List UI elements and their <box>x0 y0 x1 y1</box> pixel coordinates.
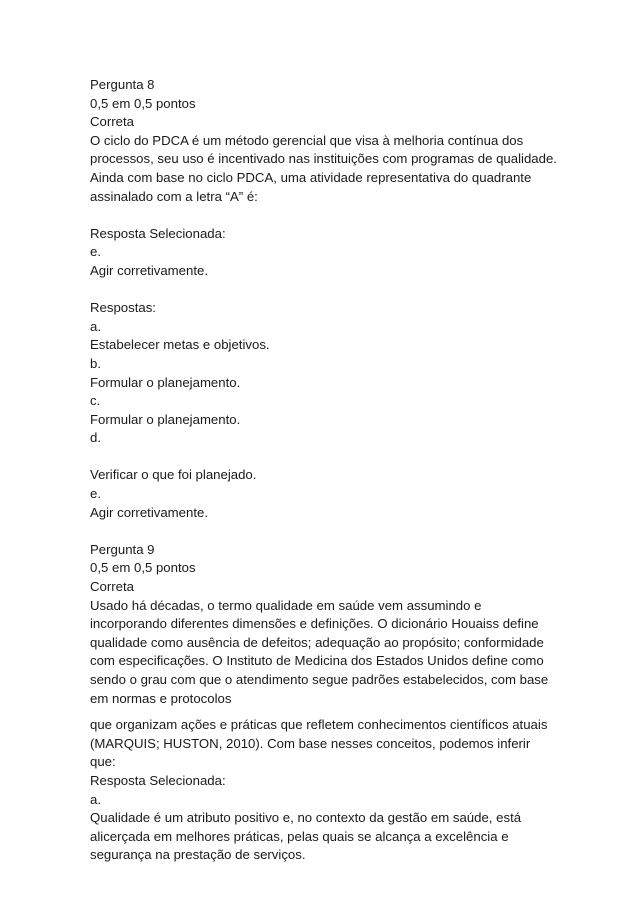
answer-letter: b. <box>90 355 101 371</box>
answer-letter: e. <box>90 486 101 502</box>
selected-answer-text: Agir corretivamente. <box>90 262 208 278</box>
answer-text: Verificar o que foi planejado. <box>90 467 257 483</box>
selected-answer-letter: a. <box>90 791 101 807</box>
selected-answer-label: Resposta Selecionada: <box>90 772 226 788</box>
question-9-text-line: (MARQUIS; HUSTON, 2010). Com base nesses conceitos, podemos inferir <box>90 735 531 751</box>
answers-label: Respostas: <box>90 300 156 316</box>
question-9-text-line: sendo o grau com que o atendimento segue padrões estabelecidos, com base <box>90 672 549 687</box>
answer-text: Formular o planejamento. <box>90 374 241 390</box>
answer-letter: c. <box>90 393 101 409</box>
answer-letter: d. <box>90 430 101 446</box>
spacer <box>90 281 560 300</box>
question-8-text-line: assinalado com a letra “A” é: <box>90 188 258 204</box>
question-9-title: Pergunta 9 <box>90 541 155 557</box>
spacer <box>90 206 560 225</box>
selected-answer-text-line: alicerçada em melhores práticas, pelas quais se alcança a excelência e <box>90 828 509 844</box>
question-8-text-line: O ciclo do PDCA é um método gerencial que visa à melhoria contínua dos <box>90 132 524 148</box>
answer-text: Formular o planejamento. <box>90 411 241 427</box>
selected-answer-text-line: segurança na prestação de serviços. <box>90 847 306 863</box>
question-8-text-line: Ainda com base no ciclo PDCA, uma atividade representativa do quadrante <box>90 169 532 185</box>
question-9-text-line: com especificações. O Instituto de Medicina dos Estados Unidos define como <box>90 653 544 669</box>
answer-letter: a. <box>90 318 101 334</box>
answer-text: Estabelecer metas e objetivos. <box>90 337 270 353</box>
spacer <box>90 522 560 541</box>
question-9-status: Correta <box>90 579 134 595</box>
document-content <box>90 76 560 865</box>
selected-answer-text-line: Qualidade é um atributo positivo e, no contexto da gestão em saúde, está <box>90 810 522 826</box>
question-9-points: 0,5 em 0,5 pontos <box>90 560 196 576</box>
question-8-status: Correta <box>90 114 134 130</box>
question-9-text-line: que: <box>90 754 116 770</box>
question-9-text-line: Usado há décadas, o termo qualidade em saúde vem assumindo e <box>90 597 482 613</box>
answer-text: Agir corretivamente. <box>90 504 208 520</box>
question-9-text-line: que organizam ações e práticas que refletem conhecimentos científicos atuais <box>90 717 548 733</box>
spacer <box>90 708 560 716</box>
selected-answer-label: Resposta Selecionada: <box>90 225 226 241</box>
question-9-text-line: incorporando diferentes dimensões e definições. O dicionário Houaiss define <box>90 616 539 632</box>
question-9-text-line: qualidade como ausência de defeitos; adequação ao propósito; conformidade <box>90 634 544 650</box>
question-9-text-line: em normas e protocolos <box>90 690 232 706</box>
selected-answer-letter: e. <box>90 244 101 260</box>
question-8-text-line: processos, seu uso é incentivado nas instituições com programas de qualidade. <box>90 151 557 167</box>
question-8-title: Pergunta 8 <box>90 77 155 92</box>
question-8-points: 0,5 em 0,5 pontos <box>90 95 196 111</box>
spacer <box>90 448 560 467</box>
